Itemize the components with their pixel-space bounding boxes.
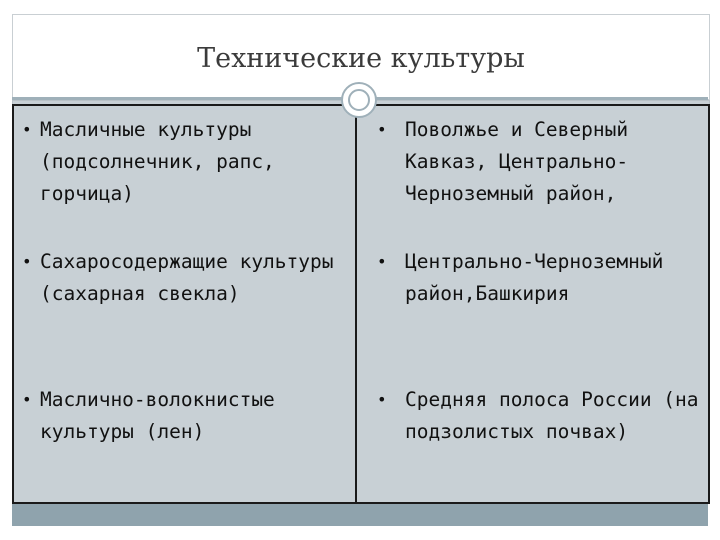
table-row <box>13 105 709 238</box>
region-text: Центрально-Черноземный район,Башкирия <box>405 250 664 305</box>
bullet-icon: • <box>22 252 32 271</box>
bullet-icon: • <box>377 120 387 139</box>
circle-ornament-icon <box>341 82 377 118</box>
table-row <box>13 376 709 503</box>
bullet-icon: • <box>377 252 387 271</box>
crop-cell <box>13 376 356 503</box>
bullet-icon: • <box>22 390 32 409</box>
crops-table <box>12 104 710 504</box>
bullet-icon: • <box>377 390 387 409</box>
region-text: Поволжье и Северный Кавказ, Центрально-Черноземный район, <box>405 118 629 205</box>
region-cell <box>356 376 709 503</box>
crop-cell <box>13 238 356 376</box>
crop-text: Сахаросодержащие культуры (сахарная свекла) <box>40 250 334 305</box>
region-cell <box>356 238 709 376</box>
footer-bar <box>12 504 708 526</box>
region-cell <box>356 105 709 238</box>
crop-cell <box>13 105 356 238</box>
bullet-icon: • <box>22 120 32 139</box>
table-row <box>13 238 709 376</box>
slide-title: Технические культуры <box>197 43 525 74</box>
crop-text: Маслично-волокнистые культуры (лен) <box>40 388 275 443</box>
inner-ring-icon <box>348 89 370 111</box>
crop-text: Масличные культуры (подсолнечник, рапс, горчица) <box>40 118 275 205</box>
region-text: Средняя полоса России (на подзолистых почвах) <box>405 388 699 443</box>
